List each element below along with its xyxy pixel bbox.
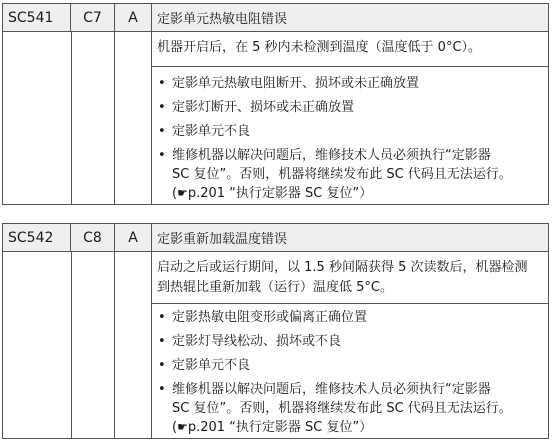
pointing-hand-icon: ☛	[177, 420, 188, 434]
sc542-table	[2, 223, 549, 439]
list-item: • 定影热敏电阻变形或偏离正确位置	[158, 310, 368, 325]
bullet-icon: •	[158, 100, 166, 115]
bullet-icon: •	[158, 382, 166, 397]
sc542-header-row	[3, 224, 548, 252]
pointing-hand-icon: ☛	[177, 186, 188, 200]
sc541-type: C7	[71, 4, 115, 31]
sc542-solutions	[152, 304, 548, 438]
action-item: • 维修机器以解决问题后，维修技术人员必须执行“定影器 SC 复位”。否则，机器将继续发布此 SC 代码且无法运行。 (☛p.201 “执行定影器 SC 复位”）	[158, 148, 512, 201]
bullet-icon: •	[158, 124, 166, 139]
sc541-header-row	[3, 4, 548, 32]
sc542-description-line2: 到热辊比重新加载（运行）温度低 5°C。	[157, 280, 393, 295]
sc541-description-text: 机器开启后，在 5 秒内未检测到温度（温度低于 0°C）。	[157, 40, 482, 55]
sc542-description-line1: 启动之后或运行期间，以 1.5 秒间隔获得 5 次读数后，机器检测	[157, 260, 528, 275]
list-item: • 定影单元热敏电阻断开、损坏或未正确放置	[158, 76, 420, 91]
bullet-icon: •	[158, 334, 166, 349]
bullet-icon: •	[158, 358, 166, 373]
sc541-empty-columns	[3, 32, 152, 204]
sc542-level: A	[115, 224, 152, 251]
sc542-code: SC542	[3, 224, 71, 251]
list-item: • 定影单元不良	[158, 124, 251, 139]
sc541-description	[152, 32, 548, 67]
list-item: • 定影灯导线松动、损坏或不良	[158, 334, 342, 349]
sc542-title: 定影重新加载温度错误	[157, 232, 288, 247]
sc541-level: A	[115, 4, 152, 31]
bullet-icon: •	[158, 148, 166, 163]
sc541-code: SC541	[3, 4, 71, 31]
page-reference[interactable]: p.201 “执行定影器 SC 复位”）	[187, 420, 373, 435]
list-item: • 定影单元不良	[158, 358, 251, 373]
sc541-title: 定影单元热敏电阻错误	[157, 12, 288, 27]
sc541-solutions	[152, 67, 548, 204]
page-reference[interactable]: p.201 “执行定影器 SC 复位”）	[187, 186, 373, 201]
action-item: • 维修机器以解决问题后，维修技术人员必须执行“定影器 SC 复位”。否则，机器将继续发布此 SC 代码且无法运行。 (☛p.201 “执行定影器 SC 复位”）	[158, 382, 512, 435]
bullet-icon: •	[158, 310, 166, 325]
sc541-table	[2, 3, 549, 205]
sc542-empty-columns	[3, 252, 152, 438]
list-item: • 定影灯断开、损坏或未正确放置	[158, 100, 355, 115]
bullet-icon: •	[158, 76, 166, 91]
sc542-description	[152, 252, 548, 304]
sc542-type: C8	[71, 224, 115, 251]
